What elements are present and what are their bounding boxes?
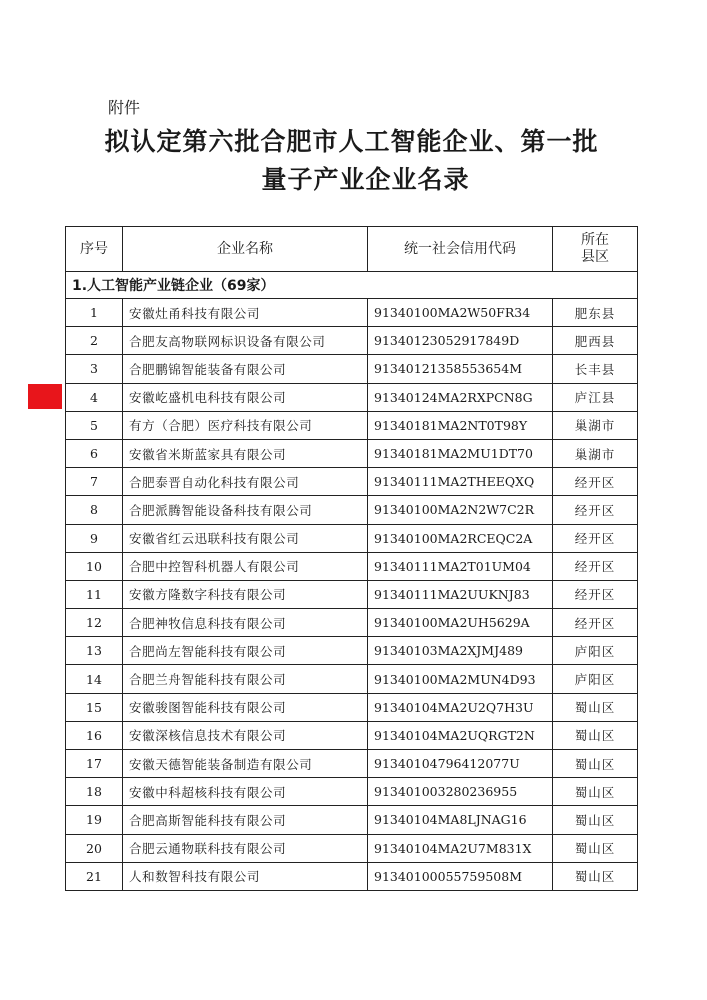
- cell-name: 合肥中控智科机器人有限公司: [123, 552, 368, 580]
- cell-name: 合肥高斯智能科技有限公司: [123, 806, 368, 834]
- cell-no: 12: [66, 609, 123, 637]
- table-row: [66, 665, 638, 693]
- cell-no: 4: [66, 383, 123, 411]
- cell-code: 91340104MA8LJNAG16: [368, 806, 553, 834]
- cell-district: 巢湖市: [553, 411, 638, 439]
- cell-district: 蜀山区: [553, 778, 638, 806]
- column-header-district: [553, 227, 638, 272]
- enterprise-table: [65, 226, 638, 891]
- table-row: [66, 439, 638, 467]
- cell-no: 10: [66, 552, 123, 580]
- table-row: [66, 862, 638, 890]
- cell-code: 91340100055759508M: [368, 862, 553, 890]
- cell-code: 91340104MA2UQRGT2N: [368, 721, 553, 749]
- cell-no: 8: [66, 496, 123, 524]
- cell-no: 20: [66, 834, 123, 862]
- cell-name: 安徽中科超核科技有限公司: [123, 778, 368, 806]
- column-header-district-line-2: 县区: [581, 249, 609, 265]
- table-row: [66, 637, 638, 665]
- cell-district: 庐江县: [553, 383, 638, 411]
- cell-name: 安徽省米斯蓝家具有限公司: [123, 439, 368, 467]
- cell-no: 7: [66, 468, 123, 496]
- cell-district: 蜀山区: [553, 834, 638, 862]
- table-row: [66, 468, 638, 496]
- column-header-code: 统一社会信用代码: [368, 227, 553, 272]
- cell-name: 有方（合肥）医疗科技有限公司: [123, 411, 368, 439]
- cell-code: 91340181MA2MU1DT70: [368, 439, 553, 467]
- cell-code: 91340104796412077U: [368, 750, 553, 778]
- table-row: [66, 299, 638, 327]
- table-row: [66, 496, 638, 524]
- cell-no: 2: [66, 327, 123, 355]
- cell-district: 经开区: [553, 468, 638, 496]
- cell-name: 合肥兰舟智能科技有限公司: [123, 665, 368, 693]
- cell-district: 蜀山区: [553, 721, 638, 749]
- cell-no: 14: [66, 665, 123, 693]
- document-title-line-1: 拟认定第六批合肥市人工智能企业、第一批: [104, 127, 599, 156]
- cell-code: 91340123052917849D: [368, 327, 553, 355]
- cell-no: 19: [66, 806, 123, 834]
- cell-name: 安徽骏图智能科技有限公司: [123, 693, 368, 721]
- cell-district: 蜀山区: [553, 806, 638, 834]
- table-header-row: [66, 227, 638, 272]
- cell-no: 11: [66, 580, 123, 608]
- cell-no: 5: [66, 411, 123, 439]
- cell-district: 经开区: [553, 524, 638, 552]
- table-row: [66, 609, 638, 637]
- cell-district: 蜀山区: [553, 693, 638, 721]
- cell-no: 1: [66, 299, 123, 327]
- section-row: [66, 272, 638, 299]
- cell-district: 长丰县: [553, 355, 638, 383]
- cell-name: 安徽灶甬科技有限公司: [123, 299, 368, 327]
- cell-district: 庐阳区: [553, 637, 638, 665]
- cell-name: 人和数智科技有限公司: [123, 862, 368, 890]
- cell-district: 肥西县: [553, 327, 638, 355]
- table-row: [66, 383, 638, 411]
- cell-name: 合肥泰晋自动化科技有限公司: [123, 468, 368, 496]
- cell-no: 18: [66, 778, 123, 806]
- cell-no: 3: [66, 355, 123, 383]
- column-header-district-line-1: 所在: [581, 232, 609, 248]
- cell-code: 91340111MA2UUKNJ83: [368, 580, 553, 608]
- table-row: [66, 834, 638, 862]
- table-row: [66, 355, 638, 383]
- cell-district: 蜀山区: [553, 862, 638, 890]
- table-row: [66, 524, 638, 552]
- table-row: [66, 552, 638, 580]
- cell-code: 91340100MA2W50FR34: [368, 299, 553, 327]
- cell-name: 安徽天德智能装备制造有限公司: [123, 750, 368, 778]
- cell-district: 经开区: [553, 496, 638, 524]
- cell-district: 经开区: [553, 580, 638, 608]
- cell-name: 安徽省红云迅联科技有限公司: [123, 524, 368, 552]
- cell-code: 91340100MA2UH5629A: [368, 609, 553, 637]
- cell-code: 91340121358553654M: [368, 355, 553, 383]
- cell-name: 安徽屹盛机电科技有限公司: [123, 383, 368, 411]
- cell-code: 91340111MA2T01UM04: [368, 552, 553, 580]
- cell-code: 91340111MA2THEEQXQ: [368, 468, 553, 496]
- cell-name: 合肥派腾智能设备科技有限公司: [123, 496, 368, 524]
- cell-name: 合肥鹏锦智能装备有限公司: [123, 355, 368, 383]
- column-header-name: 企业名称: [123, 227, 368, 272]
- red-margin-marker: [28, 384, 62, 409]
- cell-no: 17: [66, 750, 123, 778]
- cell-code: 91340181MA2NT0T98Y: [368, 411, 553, 439]
- cell-code: 91340104MA2U2Q7H3U: [368, 693, 553, 721]
- table-row: [66, 806, 638, 834]
- cell-no: 15: [66, 693, 123, 721]
- cell-code: 913401003280236955: [368, 778, 553, 806]
- cell-name: 安徽深核信息技术有限公司: [123, 721, 368, 749]
- cell-code: 91340100MA2RCEQC2A: [368, 524, 553, 552]
- table-row: [66, 580, 638, 608]
- cell-district: 巢湖市: [553, 439, 638, 467]
- cell-no: 13: [66, 637, 123, 665]
- cell-district: 庐阳区: [553, 665, 638, 693]
- table-row: [66, 693, 638, 721]
- cell-no: 16: [66, 721, 123, 749]
- cell-district: 经开区: [553, 609, 638, 637]
- cell-name: 合肥云通物联科技有限公司: [123, 834, 368, 862]
- table-row: [66, 411, 638, 439]
- cell-name: 合肥尚左智能科技有限公司: [123, 637, 368, 665]
- cell-no: 21: [66, 862, 123, 890]
- attachment-label: 附件: [108, 98, 141, 117]
- section-title: 1.人工智能产业链企业（69家）: [66, 272, 638, 299]
- document-title-line-2: 量子产业企业名录: [261, 165, 470, 194]
- cell-code: 91340103MA2XJMJ489: [368, 637, 553, 665]
- cell-district: 经开区: [553, 552, 638, 580]
- cell-name: 安徽方隆数字科技有限公司: [123, 580, 368, 608]
- cell-code: 91340104MA2U7M831X: [368, 834, 553, 862]
- column-header-no: 序号: [66, 227, 123, 272]
- cell-code: 91340100MA2MUN4D93: [368, 665, 553, 693]
- cell-no: 6: [66, 439, 123, 467]
- cell-district: 肥东县: [553, 299, 638, 327]
- cell-name: 合肥神牧信息科技有限公司: [123, 609, 368, 637]
- cell-district: 蜀山区: [553, 750, 638, 778]
- table-row: [66, 750, 638, 778]
- cell-code: 91340100MA2N2W7C2R: [368, 496, 553, 524]
- table-row: [66, 327, 638, 355]
- cell-name: 合肥友高物联网标识设备有限公司: [123, 327, 368, 355]
- table-row: [66, 721, 638, 749]
- cell-code: 91340124MA2RXPCN8G: [368, 383, 553, 411]
- cell-no: 9: [66, 524, 123, 552]
- table-row: [66, 778, 638, 806]
